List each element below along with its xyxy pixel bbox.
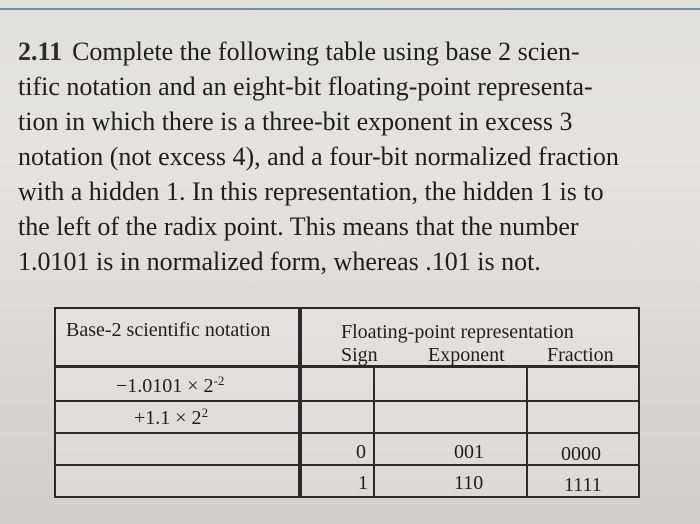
header-sign: Sign: [341, 344, 378, 366]
row-2-notation: [134, 407, 208, 429]
row-3-exponent: 001: [454, 441, 484, 463]
row-4-fraction: 1111: [564, 474, 602, 496]
problem-line-2: tific notation and an eight-bit floating-point representa-: [18, 72, 593, 101]
problem-number: 2.11: [18, 37, 63, 66]
top-rule: [0, 8, 700, 10]
header-fraction: Fraction: [547, 344, 614, 366]
problem-line-1: [18, 34, 682, 69]
row-divider-2: [56, 432, 638, 434]
col-divider-notation: [298, 309, 302, 496]
row-2-power: 2: [201, 405, 209, 420]
row-divider-1: [56, 400, 638, 402]
header-exponent: Exponent: [428, 344, 505, 366]
row-divider-3: [56, 464, 638, 466]
problem-line-text: Complete the following table using base 2 scien-: [72, 37, 580, 66]
problem-line-7: 1.0101 is in normalized form, whereas .101 is not.: [18, 247, 541, 276]
row-1-notation: [116, 375, 224, 397]
row-3-sign: 0: [356, 441, 366, 463]
header-floating-point: Floating-point representation: [341, 321, 574, 343]
problem-line-6: the left of the radix point. This means that the number: [18, 212, 579, 241]
conversion-table: [54, 307, 640, 498]
problem-text: [18, 34, 682, 279]
problem-line-3: tion in which there is a three-bit exponent in excess 3: [18, 107, 573, 136]
row-1-power: -2: [213, 373, 225, 388]
problem-line-4: notation (not excess 4), and a four-bit normalized fraction: [18, 142, 619, 171]
problem-line-5: with a hidden 1. In this representation, the hidden 1 is to: [18, 177, 604, 206]
row-2-mantissa: +1.1 × 2: [134, 407, 202, 429]
row-1-mantissa: −1.0101 × 2: [116, 375, 214, 397]
row-4-sign: 1: [358, 472, 368, 494]
header-notation: Base-2 scientific notation: [66, 319, 271, 341]
row-4-exponent: 110: [454, 472, 484, 494]
row-3-fraction: 0000: [561, 443, 601, 465]
